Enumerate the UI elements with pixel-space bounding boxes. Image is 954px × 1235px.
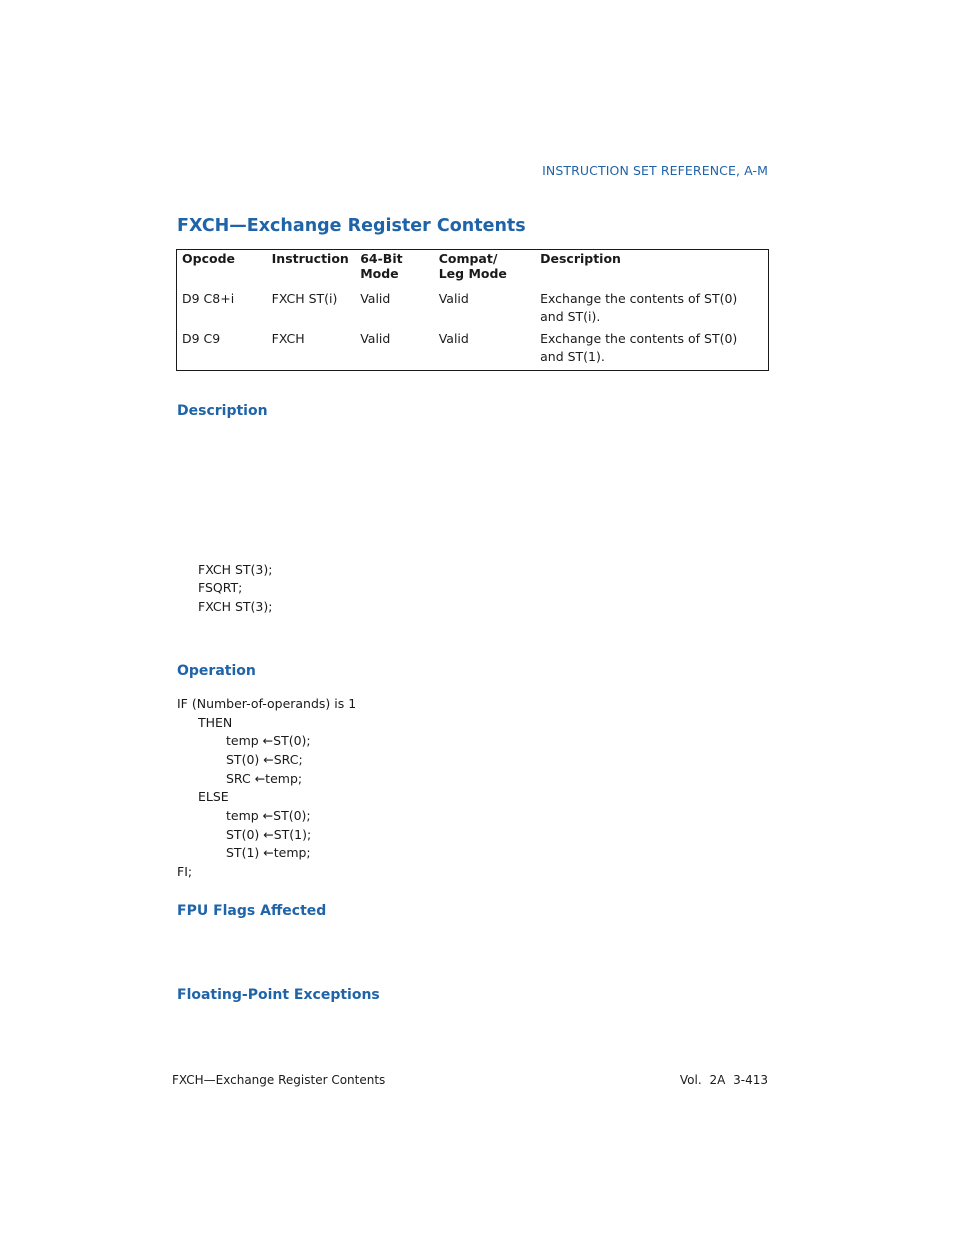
operation-line: IF (Number-of-operands) is 1 (177, 696, 357, 711)
table-row (177, 290, 769, 330)
cell-opcode: D9 C9 (182, 331, 221, 346)
operation-line: temp ←ST(0); (226, 808, 311, 823)
cell-compat-mode: Valid (438, 291, 469, 306)
section-heading-operation: Operation (177, 663, 256, 679)
opcode-table (176, 249, 769, 371)
col-header-compat-leg-mode: Compat/ Leg Mode (438, 251, 507, 281)
code-line: FXCH ST(3); (198, 562, 273, 577)
code-line: FXCH ST(3); (198, 599, 273, 614)
operation-line: temp ←ST(0); (226, 733, 311, 748)
operation-line: THEN (198, 715, 233, 730)
col-header-description: Description (540, 251, 621, 266)
operation-line: ELSE (198, 789, 229, 804)
footer-section-title: FXCH—Exchange Register Contents (172, 1073, 386, 1087)
cell-description: Exchange the contents of ST(0) and ST(i). (540, 291, 738, 324)
footer-page-number: Vol. 2A 3-413 (679, 1073, 768, 1087)
cell-64bit-mode: Valid (360, 291, 391, 306)
cell-64bit-mode: Valid (360, 331, 391, 346)
operation-line: FI; (177, 864, 193, 879)
cell-instruction: FXCH (271, 331, 305, 346)
col-header-opcode: Opcode (182, 251, 235, 266)
section-heading-description: Description (177, 403, 268, 419)
operation-line: ST(0) ←SRC; (226, 752, 303, 767)
cell-compat-mode: Valid (438, 331, 469, 346)
operation-line: ST(1) ←temp; (226, 845, 311, 860)
running-header: INSTRUCTION SET REFERENCE, A-M (542, 163, 768, 178)
table-header-row (177, 250, 769, 291)
cell-opcode: D9 C8+i (182, 291, 235, 306)
col-header-instruction: Instruction (271, 251, 349, 266)
page-title: FXCH—Exchange Register Contents (177, 216, 526, 236)
code-line: FSQRT; (198, 580, 243, 595)
operation-line: SRC ←temp; (226, 771, 303, 786)
operation-line: ST(0) ←ST(1); (226, 827, 312, 842)
section-heading-fp-exceptions: Floating-Point Exceptions (177, 987, 380, 1003)
cell-description: Exchange the contents of ST(0) and ST(1). (540, 331, 738, 364)
col-header-64bit-mode: 64-Bit Mode (360, 251, 403, 281)
section-heading-fpu-flags: FPU Flags Affected (177, 903, 327, 919)
cell-instruction: FXCH ST(i) (271, 291, 338, 306)
table-row (177, 330, 769, 371)
